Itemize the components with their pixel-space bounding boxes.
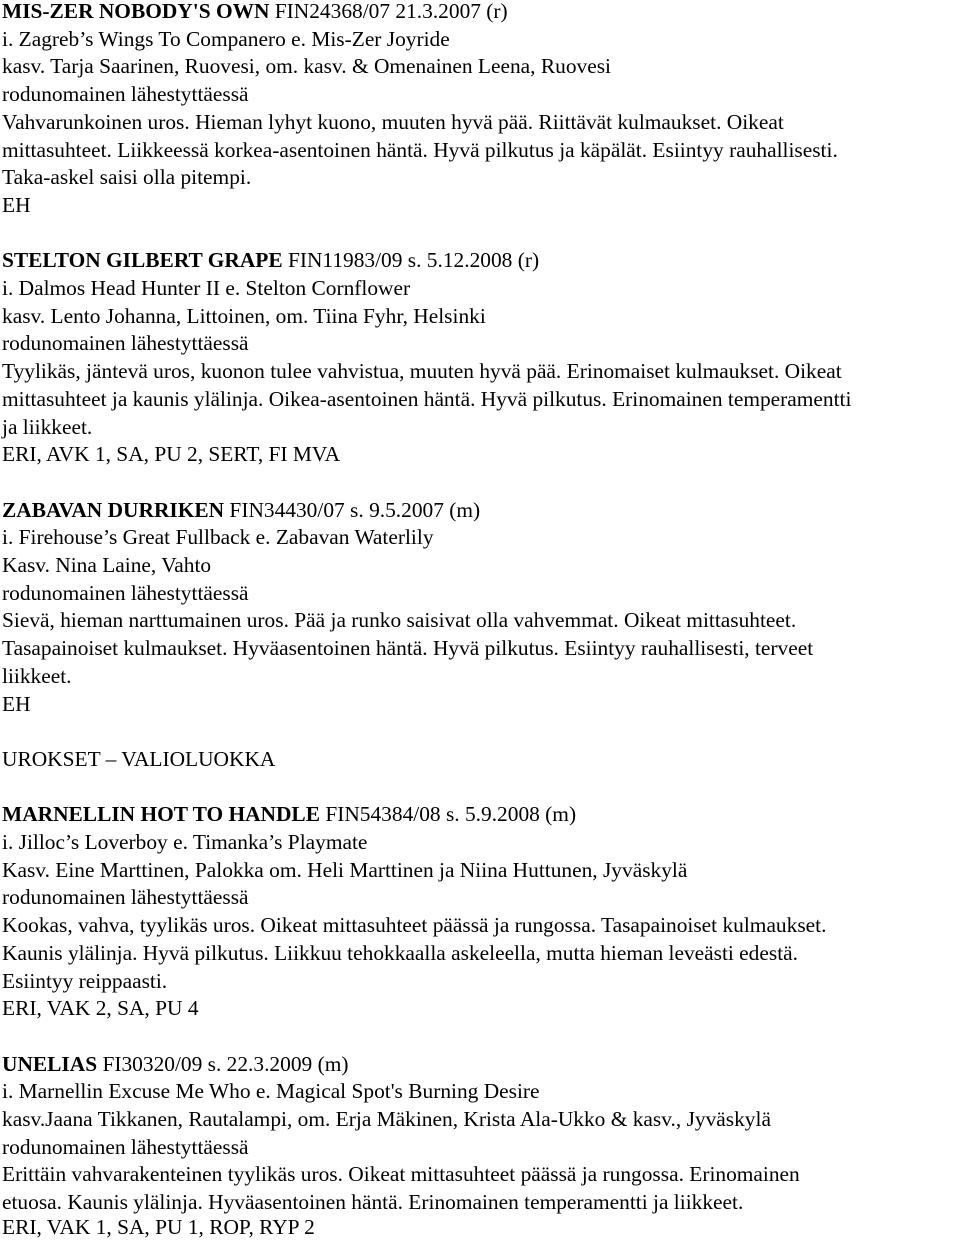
result-line: ERI, AVK 1, SA, PU 2, SERT, FI MVA bbox=[2, 442, 341, 467]
critique-line: Sievä, hieman narttumainen uros. Pää ja runko saisivat olla vahvemmat. Oikeat mittasuhteet. bbox=[2, 608, 797, 633]
entry-title-line bbox=[2, 801, 576, 829]
critique-line: ja liikkeet. bbox=[2, 414, 93, 439]
preference-line: rodunomainen lähestyttäessä bbox=[2, 82, 249, 107]
dog-name: MARNELLIN HOT TO HANDLE bbox=[2, 802, 320, 827]
critique-line: Tyylikäs, jäntevä uros, kuonon tulee vahvistua, muuten hyvä pää. Erinomaiset kulmaukset. Oikeat bbox=[2, 359, 842, 384]
entry-title-line bbox=[2, 1051, 348, 1079]
parents-line: i. Marnellin Excuse Me Who e. Magical Spot's Burning Desire bbox=[2, 1079, 540, 1104]
critique-line: mittasuhteet. Liikkeessä korkea-asentoinen häntä. Hyvä pilkutus ja käpälät. Esiintyy rauhallisesti. bbox=[2, 137, 838, 162]
parents-line: i. Zagreb’s Wings To Companero e. Mis-Zer Joyride bbox=[2, 26, 450, 51]
critique-line: etuosa. Kaunis ylälinja. Hyväasentoinen häntä. Erinomainen temperamentti ja liikkeet. bbox=[2, 1190, 744, 1215]
result-line: EH bbox=[2, 192, 31, 217]
breeder-owner-line: kasv. Lento Johanna, Littoinen, om. Tiina Fyhr, Helsinki bbox=[2, 303, 486, 328]
dog-name: UNELIAS bbox=[2, 1051, 98, 1076]
entry-title-line bbox=[2, 247, 539, 275]
preference-line: rodunomainen lähestyttäessä bbox=[2, 885, 249, 910]
registration-info: FIN54384/08 s. 5.9.2008 (m) bbox=[319, 802, 577, 827]
critique-line: Vahvarunkoinen uros. Hieman lyhyt kuono, muuten hyvä pää. Riittävät kulmaukset. Oikeat bbox=[2, 109, 784, 134]
entry-title-line bbox=[2, 497, 480, 525]
breeder-owner-line: Kasv. Eine Marttinen, Palokka om. Heli Marttinen ja Niina Huttunen, Jyväskylä bbox=[2, 857, 688, 882]
breeder-owner-line: kasv.Jaana Tikkanen, Rautalampi, om. Erja Mäkinen, Krista Ala-Ukko & kasv., Jyväskylä bbox=[2, 1107, 771, 1131]
critique-line: Kookas, vahva, tyylikäs uros. Oikeat mittasuhteet päässä ja rungossa. Tasapainoiset kulmaukset. bbox=[2, 913, 827, 938]
breeder-owner-line: kasv. Tarja Saarinen, Ruovesi, om. kasv. & Omenainen Leena, Ruovesi bbox=[2, 54, 611, 79]
parents-line: i. Dalmos Head Hunter II e. Stelton Cornflower bbox=[2, 276, 411, 300]
critique-line: mittasuhteet ja kaunis ylälinja. Oikea-asentoinen häntä. Hyvä pilkutus. Erinomainen temperamentti bbox=[2, 386, 852, 411]
preference-line: rodunomainen lähestyttäessä bbox=[2, 1134, 249, 1159]
preference-line: rodunomainen lähestyttäessä bbox=[2, 331, 249, 356]
critique-line: Taka-askel saisi olla pitempi. bbox=[2, 165, 252, 190]
critique-line: Tasapainoiset kulmaukset. Hyväasentoinen häntä. Hyvä pilkutus. Esiintyy rauhallisesti, terveet bbox=[2, 636, 814, 661]
section-heading: UROKSET – VALIOLUOKKA bbox=[2, 746, 276, 771]
critique-line: liikkeet. bbox=[2, 663, 72, 688]
breeder-owner-line: Kasv. Nina Laine, Vahto bbox=[2, 553, 212, 577]
dog-name: MIS-ZER NOBODY'S OWN bbox=[2, 0, 270, 23]
critique-line: Kaunis ylälinja. Hyvä pilkutus. Liikkuu tehokkaalla askeleella, mutta hieman leveästi edestä. bbox=[2, 940, 798, 965]
dog-name: STELTON GILBERT GRAPE bbox=[2, 248, 283, 273]
parents-line: i. Jilloc’s Loverboy e. Timanka’s Playmate bbox=[2, 830, 368, 854]
registration-info: FI30320/09 s. 22.3.2009 (m) bbox=[97, 1051, 349, 1076]
dog-name: ZABAVAN DURRIKEN bbox=[2, 497, 225, 522]
preference-line: rodunomainen lähestyttäessä bbox=[2, 580, 249, 605]
critique-line: Erittäin vahvarakenteinen tyylikäs uros. Oikeat mittasuhteet päässä ja rungossa. Erinomainen bbox=[2, 1162, 800, 1187]
parents-line: i. Firehouse’s Great Fullback e. Zabavan Waterlily bbox=[2, 525, 434, 550]
registration-info: FIN24368/07 21.3.2007 (r) bbox=[269, 0, 508, 23]
result-line: ERI, VAK 2, SA, PU 4 bbox=[2, 996, 199, 1021]
result-line: ERI, VAK 1, SA, PU 1, ROP, RYP 2 bbox=[2, 1214, 315, 1239]
result-line: EH bbox=[2, 691, 31, 716]
registration-info: FIN11983/09 s. 5.12.2008 (r) bbox=[282, 248, 540, 273]
critique-line: Esiintyy reippaasti. bbox=[2, 968, 168, 993]
entry-title-line bbox=[2, 0, 508, 26]
registration-info: FIN34430/07 s. 9.5.2007 (m) bbox=[224, 497, 481, 522]
